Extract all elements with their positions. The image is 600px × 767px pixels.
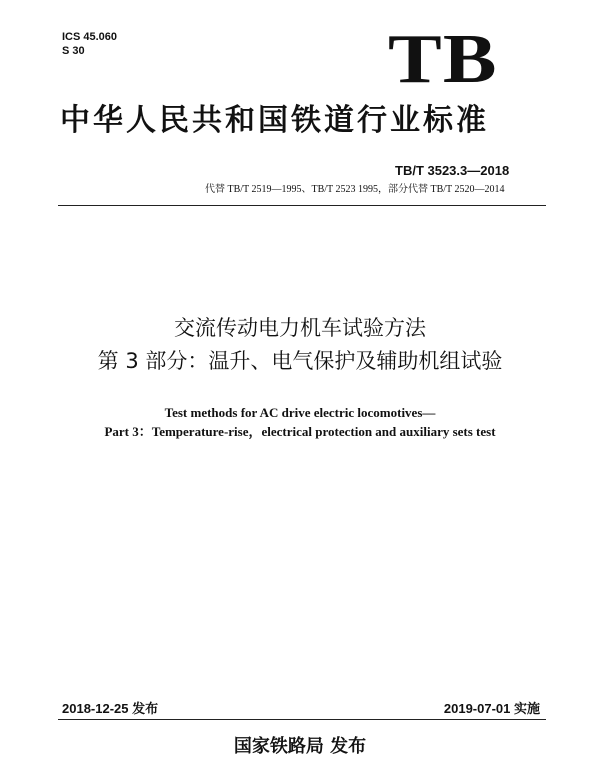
english-title-line-1: Test methods for AC drive electric locomotives— bbox=[164, 405, 436, 420]
standard-category-title: 中华人民共和国铁道行业标准 bbox=[60, 103, 489, 138]
footer-divider bbox=[58, 719, 546, 720]
english-title-line-2: Part 3：Temperature-rise，electrical protection and auxiliary sets test bbox=[104, 424, 496, 439]
chinese-title-line-2: 第 3 部分：温升、电气保护及辅助机组试验 bbox=[97, 349, 503, 373]
ccs-code: S 30 bbox=[62, 45, 85, 57]
header-divider bbox=[58, 205, 546, 206]
classification-codes bbox=[62, 30, 117, 58]
ics-code: ICS 45.060 bbox=[62, 31, 118, 43]
standard-number: TB/T 3523.3—2018 bbox=[395, 163, 510, 178]
effective-date: 2019-07-01 实施 bbox=[443, 701, 540, 716]
tb-logo: TB bbox=[388, 21, 498, 98]
issuing-authority: 国家铁路局 发布 bbox=[233, 736, 367, 757]
chinese-title-line-1: 交流传动电力机车试验方法 bbox=[174, 316, 426, 340]
replaces-note: 代替 TB/T 2519—1995、TB/T 2523 1995，部分代替 TB/T 2520—2014 bbox=[205, 184, 505, 195]
publish-date: 2018-12-25 发布 bbox=[62, 701, 159, 716]
